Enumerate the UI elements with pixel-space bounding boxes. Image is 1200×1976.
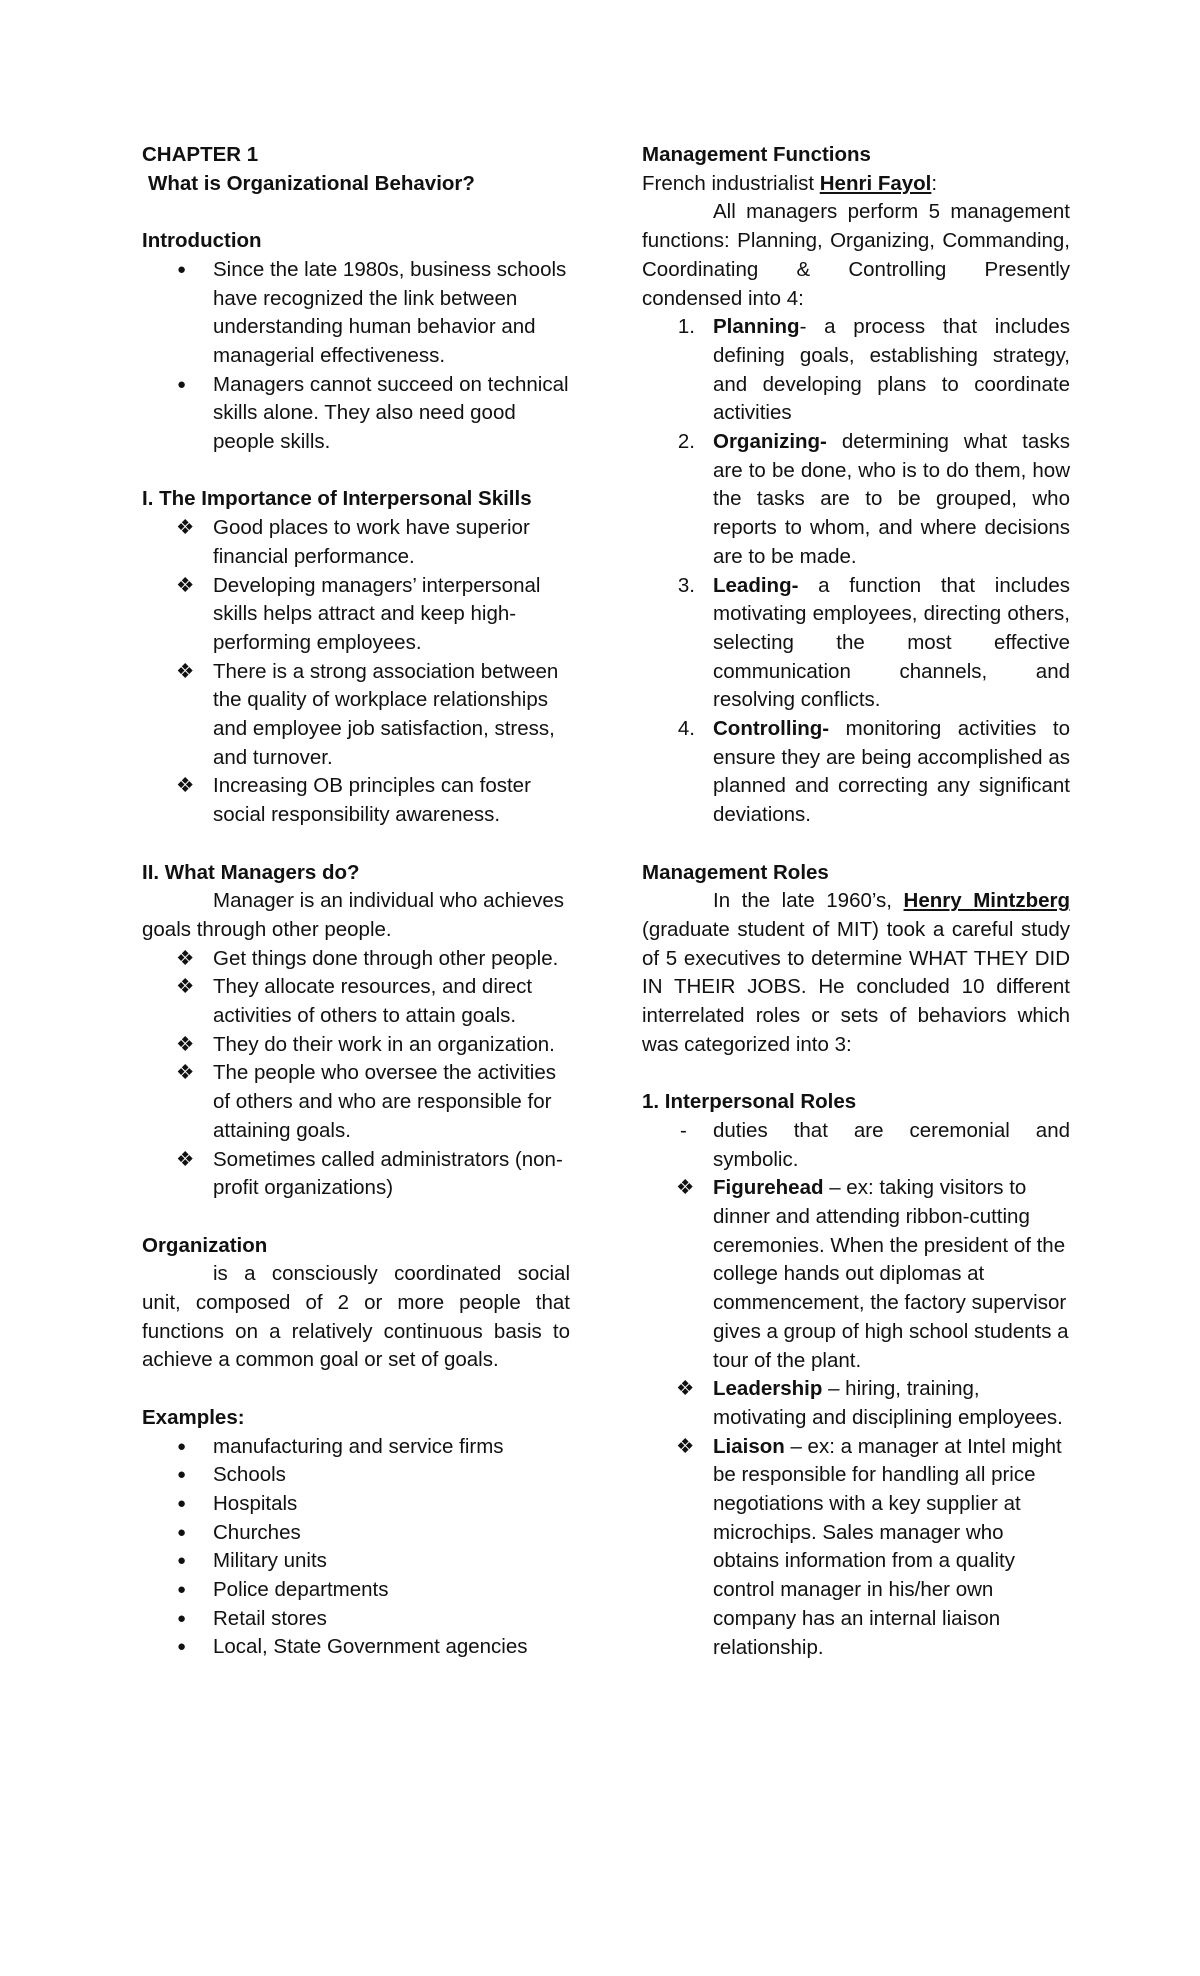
list-item: ● Churches: [142, 1519, 570, 1548]
right-column: [642, 141, 1070, 1662]
list-item: ❖ Increasing OB principles can foster social responsibility awareness.: [142, 772, 570, 829]
bullet-icon: ●: [177, 1437, 187, 1455]
paragraph: French industrialist Henri Fayol:: [642, 171, 938, 195]
paragraph: Manager is an individual who achieves goals through other people.: [142, 889, 564, 941]
bullet-icon: ●: [177, 1466, 187, 1484]
diamond-bullet-icon: ❖: [176, 774, 195, 798]
diamond-bullet-icon: ❖: [176, 1061, 195, 1085]
list-item: 4. Controlling- monitoring activities to ensure they are being accomplished as planned and correcting any significant deviations.: [677, 717, 1070, 827]
list-item: ● Hospitals: [142, 1490, 570, 1519]
dash-bullet: -: [680, 1118, 687, 1142]
list-item: - duties that are ceremonial and symbolic.: [642, 1117, 1070, 1174]
paragraph: is a consciously coordinated social unit, composed of 2 or more people that functions on a relatively continuous basis to achieve a common goal or set of goals.: [142, 1262, 570, 1372]
list-item: ● Since the late 1980s, business schools have recognized the link between understanding human behavior and managerial effectiveness.: [142, 256, 570, 371]
diamond-bullet-icon: ❖: [176, 1032, 195, 1056]
diamond-bullet-icon: ❖: [176, 975, 195, 999]
section-heading: Management Functions: [642, 143, 871, 166]
section-heading: Examples:: [142, 1405, 245, 1429]
list-item: ❖ Good places to work have superior financial performance.: [142, 514, 570, 571]
diamond-bullet-icon: ❖: [676, 1176, 695, 1200]
chapter-label: CHAPTER 1: [142, 143, 259, 166]
paragraph: In the late 1960’s, Henry Mintzberg (graduate student of MIT) took a careful study of 5 executives to determine WHAT THEY DID IN THEIR JOBS. He concluded 10 different interrelated roles or sets of behaviors which was categorized into 3:: [642, 889, 1070, 1056]
diamond-bullet-icon: ❖: [176, 1147, 195, 1171]
bullet-icon: ●: [177, 375, 187, 393]
list-item: ● Local, State Government agencies: [142, 1633, 570, 1662]
bullet-icon: ●: [177, 1494, 187, 1512]
bullet-icon: ●: [177, 1609, 187, 1627]
list-item: ❖ Get things done through other people.: [142, 945, 570, 974]
diamond-bullet-icon: ❖: [676, 1434, 695, 1458]
diamond-bullet-icon: ❖: [176, 516, 195, 540]
bullet-icon: ●: [177, 260, 187, 278]
list-item: ❖ Sometimes called administrators (non-profit organizations): [142, 1146, 570, 1203]
bullet-icon: ●: [177, 1552, 187, 1570]
section-heading: Organization: [142, 1233, 268, 1257]
diamond-bullet-icon: ❖: [176, 573, 195, 597]
list-item: ❖ The people who oversee the activities of others and who are responsible for attaining goals.: [142, 1059, 570, 1145]
list-item: ● Schools: [142, 1461, 570, 1490]
list-item: 1. Planning- a process that includes defining goals, establishing strategy, and developing plans to coordinate activities: [677, 315, 1070, 425]
list-item: ❖ Liaison – ex: a manager at Intel might be responsible for handling all price negotiations with a key supplier at microchips. Sales manager who obtains information from a quality control manager in his/her own company has an internal liaison relationship.: [642, 1433, 1070, 1663]
list-item: ● Managers cannot succeed on technical skills alone. They also need good people skills.: [142, 371, 570, 457]
bullet-icon: ●: [177, 1523, 187, 1541]
diamond-bullet-icon: ❖: [176, 946, 195, 970]
intro-heading: Introduction: [142, 229, 262, 253]
list-item: ❖ They allocate resources, and direct activities of others to attain goals.: [142, 973, 570, 1030]
list-item: ❖ Leadership – hiring, training, motivating and disciplining employees.: [642, 1375, 1070, 1432]
list-item: 3. Leading- a function that includes motivating employees, directing others, selecting the most effective communication channels, and resolving conflicts.: [677, 573, 1070, 712]
left-column: [142, 141, 570, 1662]
paragraph: All managers perform 5 management functions: Planning, Organizing, Commanding, Coordinating & Controlling Presently condensed into 4:: [642, 200, 1070, 310]
bullet-icon: ●: [177, 1638, 187, 1656]
list-item: ● Retail stores: [142, 1605, 570, 1634]
list-item: ● Police departments: [142, 1576, 570, 1605]
chapter-title: What is Organizational Behavior?: [148, 171, 475, 195]
list-item: ● Military units: [142, 1547, 570, 1576]
person-name: Henry Mintzberg: [903, 889, 1070, 913]
section-heading: 1. Interpersonal Roles: [642, 1090, 857, 1114]
list-item: ❖ There is a strong association between the quality of workplace relationships and employee job satisfaction, stress, and turnover.: [142, 658, 570, 773]
list-item: ❖ Developing managers’ interpersonal skills helps attract and keep high-performing employees.: [142, 572, 570, 658]
list-item: 2. Organizing- determining what tasks are to be done, who is to do them, how the tasks are to be grouped, who reports to whom, and where decisions are to be made.: [677, 430, 1070, 568]
diamond-bullet-icon: ❖: [676, 1377, 695, 1401]
section-heading: II. What Managers do?: [142, 860, 360, 884]
bullet-icon: ●: [177, 1581, 187, 1599]
person-name: Henri Fayol: [819, 171, 932, 195]
section-heading: Management Roles: [642, 860, 829, 884]
diamond-bullet-icon: ❖: [176, 659, 195, 683]
section-heading: I. The Importance of Interpersonal Skills: [142, 487, 532, 511]
list-item: ● manufacturing and service firms: [142, 1433, 570, 1462]
list-item: ❖ They do their work in an organization.: [142, 1031, 570, 1060]
list-item: ❖ Figurehead – ex: taking visitors to dinner and attending ribbon-cutting ceremonies. When the president of the college hands out diplomas at commencement, the factory supervisor gives a group of high school students a tour of the plant.: [642, 1174, 1070, 1375]
